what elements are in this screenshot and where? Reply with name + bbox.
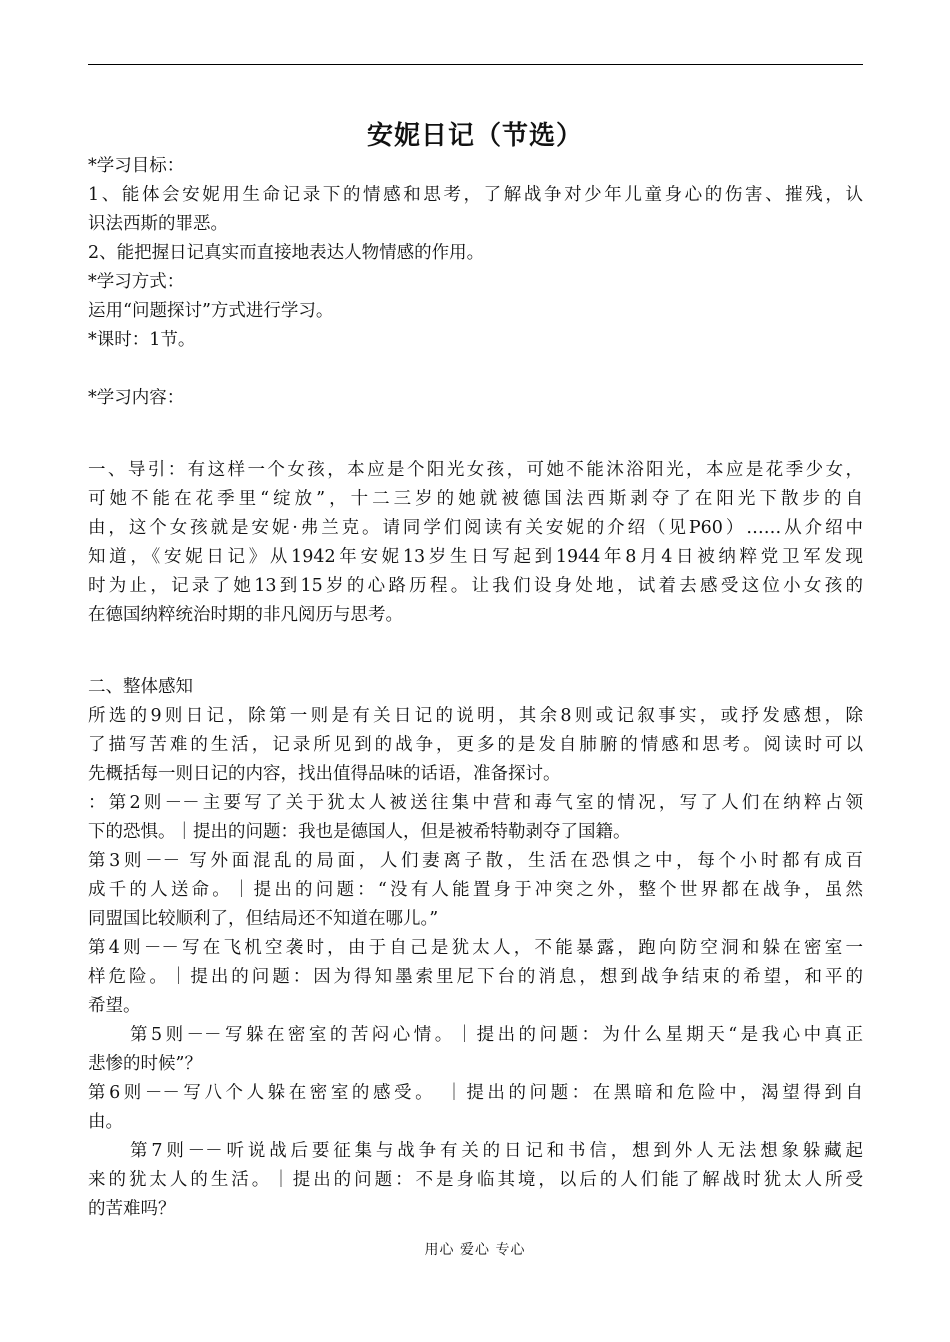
intro-line: 由，这个女孩就是安妮·弗兰克。请同学们阅读有关安妮的介绍（见P60）……从介绍中	[88, 518, 863, 538]
spacer	[88, 659, 863, 673]
document-body	[88, 152, 863, 1224]
spacer	[88, 442, 863, 456]
class-hours: *课时：1节。	[88, 330, 196, 350]
spacer	[88, 355, 863, 384]
overview-line: 第6则－－写八个人躲在密室的感受。 ｜提出的问题：在黑暗和危险中，渴望得到自	[88, 1083, 863, 1103]
overview-line: 的苦难吗？	[88, 1199, 176, 1219]
overview-line: 由。	[88, 1112, 123, 1132]
objectives-heading: *学习目标：	[88, 156, 185, 176]
objective-1-line-1: 1、能体会安妮用生命记录下的情感和思考，了解战争对少年儿童身心的伤害、摧残，认	[88, 185, 863, 205]
content-heading: *学习内容：	[88, 388, 185, 408]
overview-line: 样危险。｜提出的问题：因为得知墨索里尼下台的消息，想到战争结束的希望，和平的	[88, 967, 863, 987]
intro-line: 一、导引：有这样一个女孩，本应是个阳光女孩，可她不能沐浴阳光，本应是花季少女，	[88, 460, 863, 480]
overview-line: 悲惨的时候”？	[88, 1054, 202, 1074]
overview-line: 希望。	[88, 996, 141, 1016]
method-heading: *学习方式：	[88, 272, 185, 292]
overview-line: 第7则－－听说战后要征集与战争有关的日记和书信，想到外人无法想象躲藏起	[130, 1141, 863, 1161]
overview-heading: 二、整体感知	[88, 677, 193, 697]
intro-line: 知道，《安妮日记》从1942年安妮13岁生日写起到1944年8月4日被纳粹党卫军发现	[88, 547, 863, 567]
overview-line: 第4则－－写在飞机空袭时，由于自己是犹太人，不能暴露，跑向防空洞和躲在密室一	[88, 938, 863, 958]
overview-line: 来的犹太人的生活。｜提出的问题：不是身临其境，以后的人们能了解战时犹太人所受	[88, 1170, 863, 1190]
overview-line: 第5则－－写躲在密室的苦闷心情。｜提出的问题：为什么星期天“是我心中真正	[130, 1025, 863, 1045]
overview-line: 先概括每一则日记的内容，找出值得品味的话语，准备探讨。	[88, 764, 561, 784]
overview-line: ：第2则－－主要写了关于犹太人被送往集中营和毒气室的情况，写了人们在纳粹占领	[88, 793, 863, 813]
objective-2: 2、能把握日记真实而直接地表达人物情感的作用。	[88, 243, 485, 263]
overview-line: 同盟国比较顺利了，但结局还不知道在哪儿。”	[88, 909, 439, 929]
intro-line: 在德国纳粹统治时期的非凡阅历与思考。	[88, 605, 403, 625]
objective-1-line-2: 识法西斯的罪恶。	[88, 214, 228, 234]
spacer	[88, 630, 863, 659]
spacer	[88, 413, 863, 442]
overview-line: 下的恐惧。｜提出的问题：我也是德国人，但是被希特勒剥夺了国籍。	[88, 822, 631, 842]
page-footer: 用心 爱心 专心	[424, 1242, 526, 1258]
overview-line: 所选的9则日记，除第一则是有关日记的说明，其余8则或记叙事实，或抒发感想，除	[88, 706, 863, 726]
overview-line: 了描写苦难的生活，记录所见到的战争，更多的是发自肺腑的情感和思考。阅读时可以	[88, 735, 863, 755]
overview-line: 第3则－－ 写外面混乱的局面，人们妻离子散，生活在恐惧之中，每个小时都有成百	[88, 851, 863, 871]
intro-line: 可她不能在花季里“绽放”，十二三岁的她就被德国法西斯剥夺了在阳光下散步的自	[88, 489, 863, 509]
header-rule	[88, 64, 863, 65]
intro-line: 时为止，记录了她13到15岁的心路历程。让我们设身处地，试着去感受这位小女孩的	[88, 576, 863, 596]
method-text: 运用“问题探讨”方式进行学习。	[88, 301, 334, 321]
overview-line: 成千的人送命。｜提出的问题：“没有人能置身于冲突之外，整个世界都在战争，虽然	[88, 880, 863, 900]
document-title: 安妮日记（节选）	[366, 121, 583, 151]
